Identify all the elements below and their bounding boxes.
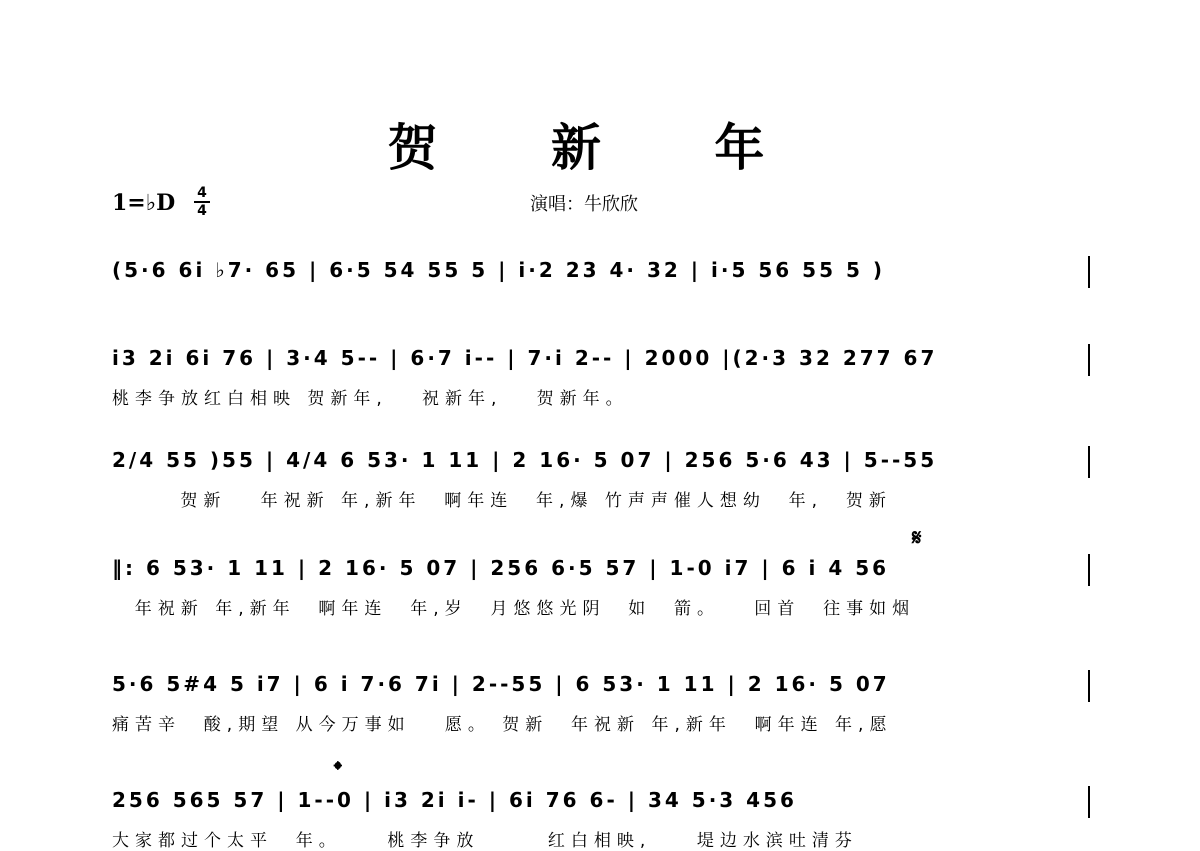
segno-sign: 𝄋: [912, 526, 922, 551]
coda-sign: 𝄌: [334, 758, 342, 783]
notes-line: 5·6 5#4 5 i7 | 6 i 7·6 7i | 2--55 | 6 53· 1 11 | 2 16· 5 07: [112, 672, 890, 696]
lyrics-line: 贺新 年祝新 年,新年 啊年连 年,爆 竹声声催人想幼 年, 贺新: [112, 491, 892, 511]
song-title: 贺 新 年: [387, 118, 813, 177]
notes-line: ‖: 6 53· 1 11 | 2 16· 5 07 | 256 6·5 57 | 1-0 i7 | 6 i 4 56: [112, 556, 890, 580]
notes-line: 2/4 55 )55 | 4/4 6 53· 1 11 | 2 16· 5 07 | 256 5·6 43 | 5--55: [112, 448, 938, 472]
time-sig-bottom: 4: [197, 203, 207, 219]
key-signature: 1=♭D: [112, 190, 176, 216]
time-signature: [194, 186, 210, 218]
singer-credit: 演唱：牛欣欣: [530, 194, 638, 215]
notes-line: i3 2i 6i 76 | 3·4 5-- | 6·7 i-- | 7·i 2-- | 2000 |(2·3 32 277 67: [112, 346, 938, 370]
lyrics-line: 大家都过个太平 年。 桃李争放 红白相映, 堤边水滨吐清芬: [112, 831, 858, 851]
time-sig-top: 4: [197, 185, 207, 201]
notes-line: 256 565 57 | 1--0 | i3 2i i- | 6i 76 6- | 34 5·3 456: [112, 788, 797, 812]
lyrics-line: 痛苦辛 酸,期望 从今万事如 愿。 贺新 年祝新 年,新年 啊年连 年,愿: [112, 715, 893, 735]
lyrics-line: 年祝新 年,新年 啊年连 年,岁 月悠悠光阴 如 箭。 回首 往事如烟: [112, 599, 916, 619]
notes-line: (5·6 6i ♭7· 65 | 6·5 54 55 5 | i·2 23 4· 32 | i·5 56 55 5 ): [112, 258, 885, 282]
lyrics-line: 桃李争放红白相映 贺新年, 祝新年, 贺新年。: [112, 389, 629, 409]
